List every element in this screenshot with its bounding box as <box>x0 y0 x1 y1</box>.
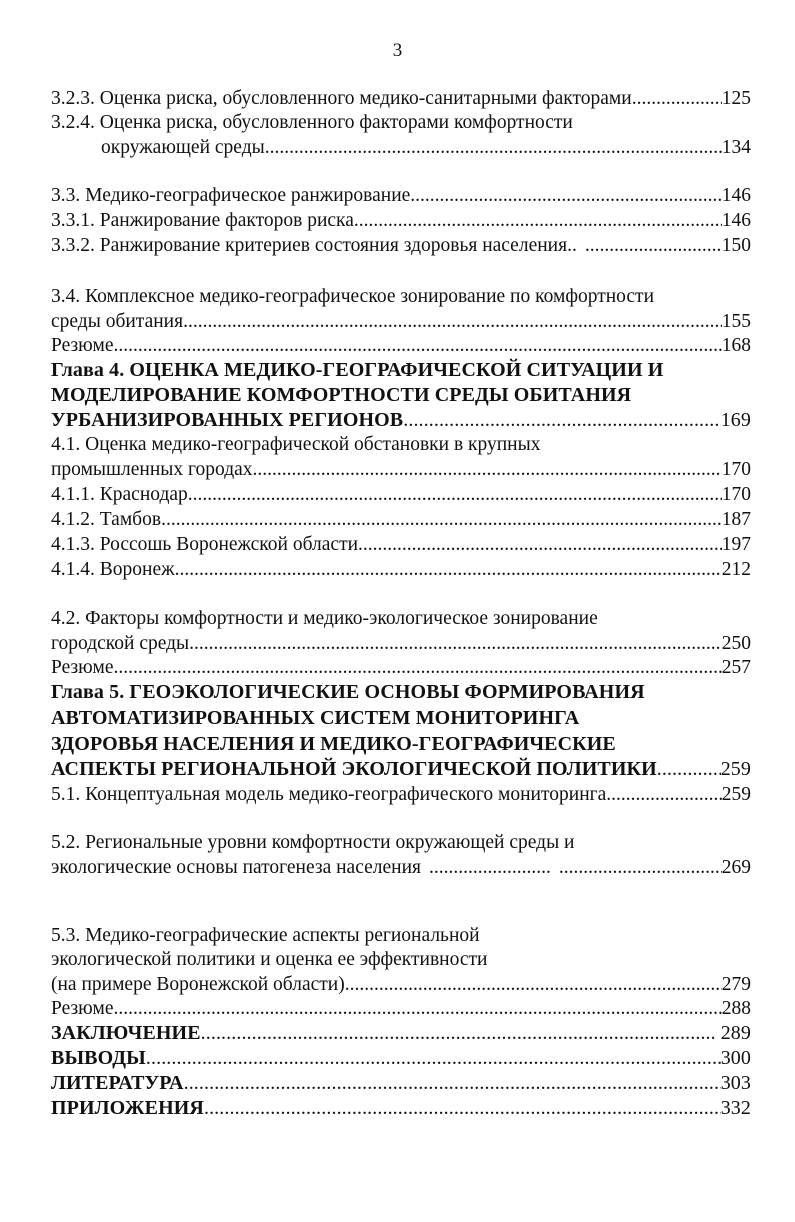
toc-chapter-title: УРБАНИЗИРОВАННЫХ РЕГИОНОВ <box>51 409 404 431</box>
leader-dots <box>189 631 722 657</box>
toc-page-number: 169 <box>720 409 751 431</box>
toc-entry-title: промышленных городах <box>51 459 253 480</box>
toc-page-number: 212 <box>721 559 751 580</box>
leader-dots <box>606 782 721 808</box>
toc-page-number: 332 <box>720 1097 751 1119</box>
toc-section-title: ПРИЛОЖЕНИЯ <box>51 1097 204 1119</box>
toc-entry-resume-1[interactable] <box>51 333 751 359</box>
toc-page-number: 146 <box>721 185 751 206</box>
toc-conclusion[interactable] <box>51 1020 751 1046</box>
toc-page-number: 187 <box>721 509 751 530</box>
leader-dots <box>410 183 721 209</box>
toc-appendix[interactable] <box>51 1095 751 1121</box>
leader-dots <box>161 507 722 533</box>
toc-entry-resume-2[interactable] <box>51 655 751 681</box>
toc-page-number: 269 <box>721 857 751 878</box>
leader-dots <box>265 135 722 161</box>
leader-dots <box>358 532 722 558</box>
leader-dots <box>559 855 722 881</box>
leader-dots <box>657 756 721 782</box>
toc-entry-4-1-3[interactable] <box>51 532 751 558</box>
toc-entry-title: Резюме <box>51 335 114 356</box>
toc-entry-title: 4.1.1. Краснодар <box>51 484 188 505</box>
toc-entry-title: 3.4. Комплексное медико-географическое зонирование по комфортности <box>51 286 655 307</box>
toc-page-number: 250 <box>721 633 751 654</box>
toc-entry-5-1[interactable] <box>51 782 751 808</box>
toc-entry-5-2-line1[interactable] <box>51 830 751 856</box>
leader-dots <box>183 309 722 335</box>
toc-entry-title: 5.3. Медико-географические аспекты региональной <box>51 925 480 946</box>
toc-chapter-5[interactable] <box>51 756 751 782</box>
toc-entry-5-3[interactable] <box>51 972 751 998</box>
toc-chapter-5-line3[interactable] <box>51 731 751 757</box>
toc-chapter-title: Глава 4. ОЦЕНКА МЕДИКО-ГЕОГРАФИЧЕСКОЙ СИТУАЦИИ И <box>51 359 664 381</box>
toc-entry-4-1-1[interactable] <box>51 482 751 508</box>
toc-entry-title: 3.3.1. Ранжирование факторов риска <box>51 210 354 231</box>
toc-entry-title: экологической политики и оценка ее эффективности <box>51 949 488 970</box>
toc-chapter-title: АСПЕКТЫ РЕГИОНАЛЬНОЙ ЭКОЛОГИЧЕСКОЙ ПОЛИТИКИ <box>51 758 657 780</box>
toc-entry-3-2-3[interactable] <box>51 86 751 112</box>
leader-dots <box>114 996 722 1022</box>
leader-dots <box>403 407 720 433</box>
leader-dots <box>204 1095 721 1121</box>
toc-entry-title: Резюме <box>51 657 114 678</box>
toc-page-number: 279 <box>721 974 751 995</box>
toc-chapter-5-line1[interactable] <box>51 679 751 705</box>
toc-page-number: 288 <box>721 998 751 1019</box>
toc-entry-3-3[interactable] <box>51 183 751 209</box>
toc-entry-4-1-2[interactable] <box>51 507 751 533</box>
toc-entry-title: 4.1.4. Воронеж <box>51 559 175 580</box>
toc-page-number: 257 <box>721 657 751 678</box>
leader-dots <box>188 482 722 508</box>
leader-dots <box>345 972 722 998</box>
toc-entry-title: 5.2. Региональные уровни комфортности окружающей среды и <box>51 832 575 853</box>
leader-dots <box>354 208 722 234</box>
toc-page-number: 155 <box>721 311 751 332</box>
toc-page-number: 197 <box>721 534 751 555</box>
toc-entry-title: 3.2.4. Оценка риска, обусловленного факторами комфортности <box>51 112 573 133</box>
leader-dots <box>114 333 722 359</box>
toc-entry-title: окружающей среды <box>101 137 265 158</box>
leader-dots <box>201 1020 716 1046</box>
toc-chapter-title: МОДЕЛИРОВАНИЕ КОМФОРТНОСТИ СРЕДЫ ОБИТАНИЯ <box>51 384 632 406</box>
toc-section-title: ВЫВОДЫ <box>51 1047 146 1069</box>
toc-entry-5-2[interactable] <box>51 855 751 881</box>
toc-entry-4-2[interactable] <box>51 631 751 657</box>
toc-entry-title: 5.1. Концептуальная модель медико-географического мониторинга <box>51 784 607 805</box>
toc-entry-title: 3.2.3. Оценка риска, обусловленного медико-санитарными факторами <box>51 88 632 109</box>
toc-chapter-title: ЗДОРОВЬЯ НАСЕЛЕНИЯ И МЕДИКО-ГЕОГРАФИЧЕСКИЕ <box>51 733 616 755</box>
toc-entry-title: городской среды <box>51 633 190 654</box>
toc-entry-3-2-4-line1[interactable] <box>51 110 751 136</box>
toc-entry-title: 3.3. Медико-географическое ранжирование <box>51 185 411 206</box>
toc-entry-title: 4.2. Факторы комфортности и медико-экологическое зонирование <box>51 608 598 629</box>
toc-entry-title: 4.1.2. Тамбов <box>51 509 162 530</box>
toc-entry-title: 3.3.2. Ранжирование критериев состояния здоровья населения.. <box>51 235 577 256</box>
toc-entry-3-3-1[interactable] <box>51 208 751 234</box>
toc-section-title: ЗАКЛЮЧЕНИЕ <box>51 1022 201 1044</box>
leader-dots <box>253 457 722 483</box>
toc-entry-5-3-line1[interactable] <box>51 923 751 949</box>
leader-dots <box>184 1070 721 1096</box>
toc-chapter-title: Глава 5. ГЕОЭКОЛОГИЧЕСКИЕ ОСНОВЫ ФОРМИРОВАНИЯ <box>51 681 645 703</box>
toc-entry-title: Резюме <box>51 998 114 1019</box>
toc-page-number: 300 <box>720 1047 751 1069</box>
toc-page-number: 170 <box>721 484 751 505</box>
toc-entry-5-3-line2[interactable] <box>51 947 751 973</box>
toc-entry-3-3-2[interactable] <box>51 233 751 259</box>
toc-page-number: 303 <box>720 1072 751 1094</box>
toc-literature[interactable] <box>51 1070 751 1096</box>
toc-chapter-4-line1[interactable] <box>51 357 751 383</box>
toc-chapter-title: АВТОМАТИЗИРОВАННЫХ СИСТЕМ МОНИТОРИНГА <box>51 707 580 729</box>
toc-entry-4-2-line1[interactable] <box>51 606 751 632</box>
toc-page-number: 259 <box>720 758 751 780</box>
toc-page-number: 134 <box>721 137 751 158</box>
toc-entry-title: (на примере Воронежской области) <box>51 974 345 995</box>
toc-entry-3-4[interactable] <box>51 309 751 335</box>
toc-page-number: 150 <box>721 235 751 256</box>
toc-entry-title: экологические основы патогенеза населения <box>51 857 421 878</box>
toc-entry-3-4-line1[interactable] <box>51 284 751 310</box>
leader-dots <box>585 233 722 259</box>
leader-dots-partial: ......................... <box>429 857 551 878</box>
toc-findings[interactable] <box>51 1045 751 1071</box>
toc-page-number: 146 <box>721 210 751 231</box>
leader-dots <box>632 86 722 112</box>
toc-entry-title: 4.1. Оценка медико-географической обстановки в крупных <box>51 434 541 455</box>
toc-entry-3-2-4[interactable] <box>101 135 751 161</box>
toc-chapter-4-line2[interactable] <box>51 382 751 408</box>
toc-entry-resume-3[interactable] <box>51 996 751 1022</box>
leader-dots <box>175 557 722 583</box>
toc-entry-4-1-4[interactable] <box>51 557 751 583</box>
toc-entry-4-1[interactable] <box>51 457 751 483</box>
toc-entry-title: 4.1.3. Россошь Воронежской области <box>51 534 359 555</box>
toc-page-number: 170 <box>721 459 751 480</box>
leader-dots <box>114 655 722 681</box>
toc-page-number: 289 <box>715 1022 751 1044</box>
page-number: 3 <box>392 40 403 61</box>
toc-page-number: 168 <box>721 335 751 356</box>
toc-section-title: ЛИТЕРАТУРА <box>51 1072 184 1094</box>
toc-page-number: 125 <box>721 88 751 109</box>
toc-chapter-5-line2[interactable] <box>51 705 751 731</box>
toc-entry-title: среды обитания <box>51 311 184 332</box>
toc-chapter-4[interactable] <box>51 407 751 433</box>
leader-dots <box>146 1045 721 1071</box>
toc-page-number: 259 <box>721 784 751 805</box>
toc-entry-4-1-line1[interactable] <box>51 432 751 458</box>
